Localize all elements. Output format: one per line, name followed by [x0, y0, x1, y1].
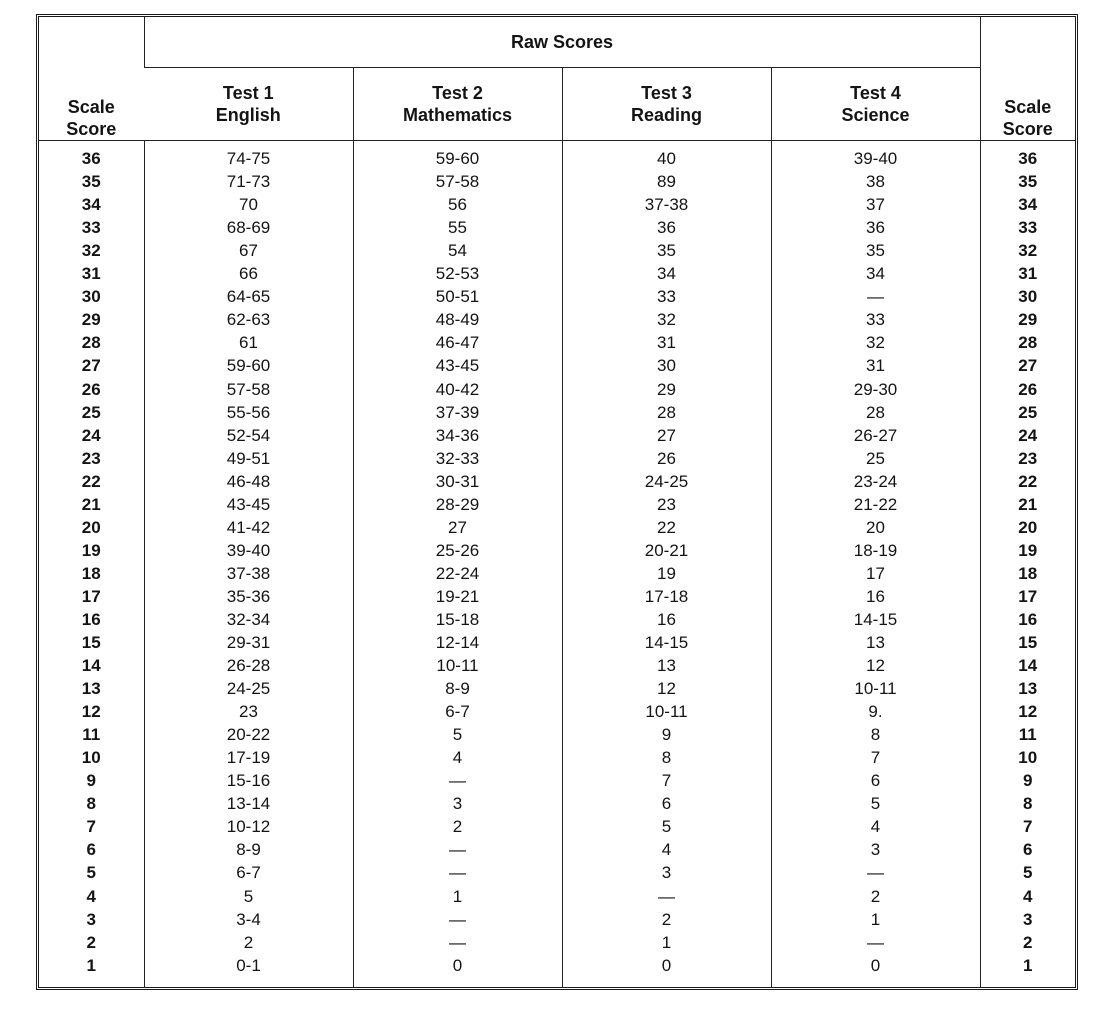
- science-raw-cell: 16: [771, 585, 980, 608]
- scale-score-left-cell: 5: [86, 863, 96, 883]
- reading-raw-cell: 7: [562, 769, 771, 792]
- scale-score-left-cell: 33: [81, 218, 101, 238]
- scale-score-right-cell: 27: [980, 354, 1075, 377]
- scale-score-right-cell: 34: [980, 193, 1075, 216]
- score-conversion-table-frame: [36, 14, 1078, 990]
- english-raw-cell: 2: [144, 931, 353, 954]
- english-raw-cell: 37-38: [144, 562, 353, 585]
- reading-raw-cell: 10-11: [562, 700, 771, 723]
- table-row: [39, 170, 1075, 193]
- science-raw-cell: —: [771, 285, 980, 308]
- english-raw-cell: 41-42: [144, 516, 353, 539]
- english-raw-cell: 39-40: [144, 539, 353, 562]
- scale-score-left-cell: 12: [81, 702, 101, 722]
- english-raw-cell: 70: [144, 193, 353, 216]
- reading-raw-cell: 16: [562, 608, 771, 631]
- scale-score-right-cell: 2: [980, 931, 1075, 954]
- scale-score-left-cell: 25: [81, 402, 101, 422]
- reading-raw-cell: 24-25: [562, 470, 771, 493]
- science-raw-cell: —: [771, 861, 980, 884]
- scale-score-left-cell: 13: [81, 679, 101, 699]
- test-subject-label: English: [215, 105, 281, 125]
- table-row: [39, 216, 1075, 239]
- mathematics-raw-cell: 40-42: [353, 377, 562, 400]
- scale-score-left-cell: 18: [81, 563, 101, 583]
- reading-raw-cell: 26: [562, 447, 771, 470]
- table-row: [39, 447, 1075, 470]
- reading-raw-cell: 17-18: [562, 585, 771, 608]
- scale-score-right-cell: 15: [980, 631, 1075, 654]
- mathematics-raw-cell: 5: [353, 723, 562, 746]
- scale-score-left-cell: 4: [86, 886, 96, 906]
- science-raw-cell: 5: [771, 792, 980, 815]
- scale-score-right-cell: 14: [980, 654, 1075, 677]
- reading-raw-cell: 4: [562, 838, 771, 861]
- science-raw-cell: 8: [771, 723, 980, 746]
- english-raw-cell: 3-4: [144, 908, 353, 931]
- table-row: [39, 954, 1075, 987]
- reading-raw-cell: 33: [562, 285, 771, 308]
- science-raw-cell: 0: [771, 954, 980, 987]
- mathematics-raw-cell: 15-18: [353, 608, 562, 631]
- english-raw-cell: 64-65: [144, 285, 353, 308]
- scale-score-right-cell: 16: [980, 608, 1075, 631]
- reading-raw-cell: 3: [562, 861, 771, 884]
- english-raw-cell: 59-60: [144, 354, 353, 377]
- scale-score-left-cell: 30: [81, 287, 101, 307]
- scale-score-left-cell: 19: [81, 540, 101, 560]
- scale-score-right-cell: 35: [980, 170, 1075, 193]
- english-raw-cell: 29-31: [144, 631, 353, 654]
- header-row-top: [39, 17, 1075, 68]
- english-raw-cell: 57-58: [144, 377, 353, 400]
- reading-raw-cell: 0: [562, 954, 771, 987]
- scale-score-left-cell: 6: [86, 840, 96, 860]
- table-row: [39, 377, 1075, 400]
- table-row: [39, 654, 1075, 677]
- english-raw-cell: 20-22: [144, 723, 353, 746]
- science-raw-cell: 28: [771, 401, 980, 424]
- mathematics-raw-cell: —: [353, 838, 562, 861]
- science-raw-cell: 21-22: [771, 493, 980, 516]
- reading-raw-cell: 30: [562, 354, 771, 377]
- mathematics-raw-cell: 25-26: [353, 539, 562, 562]
- scale-score-header-right-line2: Score: [1002, 119, 1053, 139]
- mathematics-raw-cell: 3: [353, 792, 562, 815]
- scale-score-left-cell: 17: [81, 586, 101, 606]
- science-raw-cell: 4: [771, 815, 980, 838]
- scale-score-header-left-line2: Score: [66, 119, 117, 139]
- table-row: [39, 262, 1075, 285]
- test-header-mathematics: [353, 68, 562, 141]
- table-row: [39, 354, 1075, 377]
- english-raw-cell: 43-45: [144, 493, 353, 516]
- scale-score-left-cell: 21: [81, 494, 101, 514]
- table-row: [39, 931, 1075, 954]
- science-raw-cell: 7: [771, 746, 980, 769]
- scale-score-right-cell: 33: [980, 216, 1075, 239]
- reading-raw-cell: 23: [562, 493, 771, 516]
- science-raw-cell: 36: [771, 216, 980, 239]
- english-raw-cell: 6-7: [144, 861, 353, 884]
- english-raw-cell: 66: [144, 262, 353, 285]
- english-raw-cell: 74-75: [144, 141, 353, 171]
- reading-raw-cell: 14-15: [562, 631, 771, 654]
- test-number-label: Test 2: [432, 83, 483, 103]
- mathematics-raw-cell: 48-49: [353, 308, 562, 331]
- table-row: [39, 239, 1075, 262]
- science-raw-cell: 10-11: [771, 677, 980, 700]
- reading-raw-cell: 40: [562, 141, 771, 171]
- mathematics-raw-cell: —: [353, 769, 562, 792]
- mathematics-raw-cell: 1: [353, 885, 562, 908]
- science-raw-cell: 20: [771, 516, 980, 539]
- test-number-label: Test 1: [222, 83, 274, 103]
- science-raw-cell: 18-19: [771, 539, 980, 562]
- science-raw-cell: 9.: [771, 700, 980, 723]
- table-row: [39, 723, 1075, 746]
- scale-score-right-cell: 5: [980, 861, 1075, 884]
- test-number-label: Test 4: [850, 83, 901, 103]
- table-row: [39, 792, 1075, 815]
- mathematics-raw-cell: 28-29: [353, 493, 562, 516]
- scale-score-left-cell: 29: [81, 310, 101, 330]
- scale-score-right-cell: 22: [980, 470, 1075, 493]
- table-row: [39, 470, 1075, 493]
- table-row: [39, 585, 1075, 608]
- mathematics-raw-cell: 30-31: [353, 470, 562, 493]
- table-row: [39, 861, 1075, 884]
- mathematics-raw-cell: 19-21: [353, 585, 562, 608]
- science-raw-cell: 1: [771, 908, 980, 931]
- scale-score-left-cell: 36: [81, 149, 101, 169]
- reading-raw-cell: 5: [562, 815, 771, 838]
- science-raw-cell: 13: [771, 631, 980, 654]
- english-raw-cell: 71-73: [144, 170, 353, 193]
- raw-scores-header: Raw Scores: [144, 17, 980, 68]
- english-raw-cell: 35-36: [144, 585, 353, 608]
- scale-score-left-cell: 3: [86, 909, 96, 929]
- scale-score-right-cell: 17: [980, 585, 1075, 608]
- english-raw-cell: 61: [144, 331, 353, 354]
- scale-score-right-cell: 26: [980, 377, 1075, 400]
- mathematics-raw-cell: —: [353, 931, 562, 954]
- mathematics-raw-cell: 37-39: [353, 401, 562, 424]
- scale-score-left-cell: 10: [81, 748, 101, 768]
- science-raw-cell: 33: [771, 308, 980, 331]
- english-raw-cell: 26-28: [144, 654, 353, 677]
- scale-score-right-cell: 13: [980, 677, 1075, 700]
- test-subject-label: Mathematics: [402, 105, 513, 125]
- science-raw-cell: 38: [771, 170, 980, 193]
- reading-raw-cell: 27: [562, 424, 771, 447]
- english-raw-cell: 8-9: [144, 838, 353, 861]
- reading-raw-cell: 19: [562, 562, 771, 585]
- mathematics-raw-cell: 46-47: [353, 331, 562, 354]
- scale-score-right-cell: 19: [980, 539, 1075, 562]
- science-raw-cell: 29-30: [771, 377, 980, 400]
- scale-score-right-cell: 36: [980, 141, 1075, 171]
- english-raw-cell: 49-51: [144, 447, 353, 470]
- table-row: [39, 769, 1075, 792]
- scale-score-left-cell: 26: [81, 379, 101, 399]
- scale-score-left-cell: 27: [81, 356, 101, 376]
- scale-score-header-right: [980, 17, 1075, 141]
- science-raw-cell: 26-27: [771, 424, 980, 447]
- scale-score-left-cell: 8: [86, 794, 96, 814]
- table-row: [39, 677, 1075, 700]
- test-subject-label: Science: [841, 105, 910, 125]
- scale-score-left-cell: 32: [81, 241, 101, 261]
- reading-raw-cell: 13: [562, 654, 771, 677]
- mathematics-raw-cell: 8-9: [353, 677, 562, 700]
- scale-score-right-cell: 11: [980, 723, 1075, 746]
- english-raw-cell: 0-1: [144, 954, 353, 987]
- table-row: [39, 308, 1075, 331]
- mathematics-raw-cell: 6-7: [353, 700, 562, 723]
- mathematics-raw-cell: 4: [353, 746, 562, 769]
- science-raw-cell: 6: [771, 769, 980, 792]
- scale-score-header-left-line1: Scale: [67, 97, 115, 117]
- science-raw-cell: 12: [771, 654, 980, 677]
- english-raw-cell: 10-12: [144, 815, 353, 838]
- scale-score-left-cell: 11: [82, 725, 101, 745]
- scale-score-right-cell: 28: [980, 331, 1075, 354]
- reading-raw-cell: —: [562, 885, 771, 908]
- table-row: [39, 908, 1075, 931]
- science-raw-cell: 14-15: [771, 608, 980, 631]
- mathematics-raw-cell: 55: [353, 216, 562, 239]
- mathematics-raw-cell: 56: [353, 193, 562, 216]
- reading-raw-cell: 22: [562, 516, 771, 539]
- table-row: [39, 608, 1075, 631]
- reading-raw-cell: 29: [562, 377, 771, 400]
- table-row: [39, 401, 1075, 424]
- scale-score-header-left: [39, 17, 144, 141]
- english-raw-cell: 24-25: [144, 677, 353, 700]
- mathematics-raw-cell: 59-60: [353, 141, 562, 171]
- scale-score-right-cell: 4: [980, 885, 1075, 908]
- science-raw-cell: 3: [771, 838, 980, 861]
- scale-score-right-cell: 30: [980, 285, 1075, 308]
- science-raw-cell: 39-40: [771, 141, 980, 171]
- table-row: [39, 631, 1075, 654]
- reading-raw-cell: 34: [562, 262, 771, 285]
- mathematics-raw-cell: 27: [353, 516, 562, 539]
- scale-score-left-cell: 24: [81, 425, 101, 445]
- reading-raw-cell: 36: [562, 216, 771, 239]
- mathematics-raw-cell: 22-24: [353, 562, 562, 585]
- score-conversion-table: [39, 17, 1075, 987]
- table-row: [39, 331, 1075, 354]
- english-raw-cell: 55-56: [144, 401, 353, 424]
- english-raw-cell: 15-16: [144, 769, 353, 792]
- reading-raw-cell: 6: [562, 792, 771, 815]
- english-raw-cell: 32-34: [144, 608, 353, 631]
- science-raw-cell: 25: [771, 447, 980, 470]
- english-raw-cell: 67: [144, 239, 353, 262]
- mathematics-raw-cell: 54: [353, 239, 562, 262]
- english-raw-cell: 13-14: [144, 792, 353, 815]
- scale-score-left-cell: 15: [81, 633, 101, 653]
- english-raw-cell: 68-69: [144, 216, 353, 239]
- table-row: [39, 539, 1075, 562]
- english-raw-cell: 23: [144, 700, 353, 723]
- scale-score-left-cell: 7: [86, 817, 96, 837]
- scale-score-right-cell: 18: [980, 562, 1075, 585]
- test-header-english: [144, 68, 353, 141]
- reading-raw-cell: 32: [562, 308, 771, 331]
- header-row-tests: [39, 68, 1075, 141]
- mathematics-raw-cell: 2: [353, 815, 562, 838]
- mathematics-raw-cell: —: [353, 861, 562, 884]
- science-raw-cell: 31: [771, 354, 980, 377]
- science-raw-cell: 17: [771, 562, 980, 585]
- mathematics-raw-cell: 34-36: [353, 424, 562, 447]
- scale-score-right-cell: 8: [980, 792, 1075, 815]
- scale-score-left-cell: 9: [86, 771, 96, 791]
- scale-score-right-cell: 31: [980, 262, 1075, 285]
- scale-score-right-cell: 23: [980, 447, 1075, 470]
- scale-score-right-cell: 6: [980, 838, 1075, 861]
- table-body: [39, 141, 1075, 988]
- science-raw-cell: 35: [771, 239, 980, 262]
- mathematics-raw-cell: 50-51: [353, 285, 562, 308]
- table-row: [39, 493, 1075, 516]
- table-row: [39, 885, 1075, 908]
- scale-score-right-cell: 24: [980, 424, 1075, 447]
- scale-score-header-right-line1: Scale: [1004, 97, 1052, 117]
- scale-score-right-cell: 10: [980, 746, 1075, 769]
- scale-score-left-cell: 28: [81, 333, 101, 353]
- scale-score-right-cell: 32: [980, 239, 1075, 262]
- science-raw-cell: 2: [771, 885, 980, 908]
- mathematics-raw-cell: 57-58: [353, 170, 562, 193]
- scale-score-left-cell: 31: [81, 264, 101, 284]
- table-row: [39, 141, 1075, 171]
- table-header: [39, 17, 1075, 141]
- mathematics-raw-cell: 0: [353, 954, 562, 987]
- scale-score-right-cell: 29: [980, 308, 1075, 331]
- table-row: [39, 285, 1075, 308]
- table-row: [39, 838, 1075, 861]
- scale-score-right-cell: 20: [980, 516, 1075, 539]
- table-row: [39, 562, 1075, 585]
- english-raw-cell: 5: [144, 885, 353, 908]
- scale-score-left-cell: 16: [81, 609, 101, 629]
- reading-raw-cell: 1: [562, 931, 771, 954]
- table-row: [39, 700, 1075, 723]
- reading-raw-cell: 31: [562, 331, 771, 354]
- test-header-science: [771, 68, 980, 141]
- reading-raw-cell: 12: [562, 677, 771, 700]
- reading-raw-cell: 8: [562, 746, 771, 769]
- science-raw-cell: 32: [771, 331, 980, 354]
- scale-score-left-cell: 20: [81, 517, 101, 537]
- science-raw-cell: 37: [771, 193, 980, 216]
- reading-raw-cell: 37-38: [562, 193, 771, 216]
- test-number-label: Test 3: [641, 83, 692, 103]
- test-header-reading: [562, 68, 771, 141]
- reading-raw-cell: 9: [562, 723, 771, 746]
- scale-score-right-cell: 7: [980, 815, 1075, 838]
- reading-raw-cell: 35: [562, 239, 771, 262]
- scale-score-left-cell: 34: [81, 195, 101, 215]
- reading-raw-cell: 20-21: [562, 539, 771, 562]
- scale-score-right-cell: 1: [980, 954, 1075, 987]
- table-row: [39, 746, 1075, 769]
- table-row: [39, 193, 1075, 216]
- english-raw-cell: 46-48: [144, 470, 353, 493]
- reading-raw-cell: 89: [562, 170, 771, 193]
- scale-score-left-cell: 23: [81, 448, 101, 468]
- english-raw-cell: 52-54: [144, 424, 353, 447]
- table-row: [39, 516, 1075, 539]
- scale-score-left-cell: 22: [81, 471, 101, 491]
- english-raw-cell: 17-19: [144, 746, 353, 769]
- scale-score-right-cell: 25: [980, 401, 1075, 424]
- mathematics-raw-cell: —: [353, 908, 562, 931]
- test-subject-label: Reading: [630, 105, 702, 125]
- scale-score-right-cell: 9: [980, 769, 1075, 792]
- scale-score-left-cell: 1: [86, 955, 96, 975]
- scale-score-left-cell: 35: [81, 172, 101, 192]
- scale-score-right-cell: 21: [980, 493, 1075, 516]
- scale-score-left-cell: 2: [86, 932, 96, 952]
- mathematics-raw-cell: 52-53: [353, 262, 562, 285]
- english-raw-cell: 62-63: [144, 308, 353, 331]
- reading-raw-cell: 2: [562, 908, 771, 931]
- mathematics-raw-cell: 32-33: [353, 447, 562, 470]
- reading-raw-cell: 28: [562, 401, 771, 424]
- science-raw-cell: —: [771, 931, 980, 954]
- scale-score-left-cell: 14: [81, 656, 101, 676]
- mathematics-raw-cell: 43-45: [353, 354, 562, 377]
- science-raw-cell: 23-24: [771, 470, 980, 493]
- table-row: [39, 424, 1075, 447]
- table-row: [39, 815, 1075, 838]
- scale-score-right-cell: 3: [980, 908, 1075, 931]
- science-raw-cell: 34: [771, 262, 980, 285]
- mathematics-raw-cell: 12-14: [353, 631, 562, 654]
- scale-score-right-cell: 12: [980, 700, 1075, 723]
- mathematics-raw-cell: 10-11: [353, 654, 562, 677]
